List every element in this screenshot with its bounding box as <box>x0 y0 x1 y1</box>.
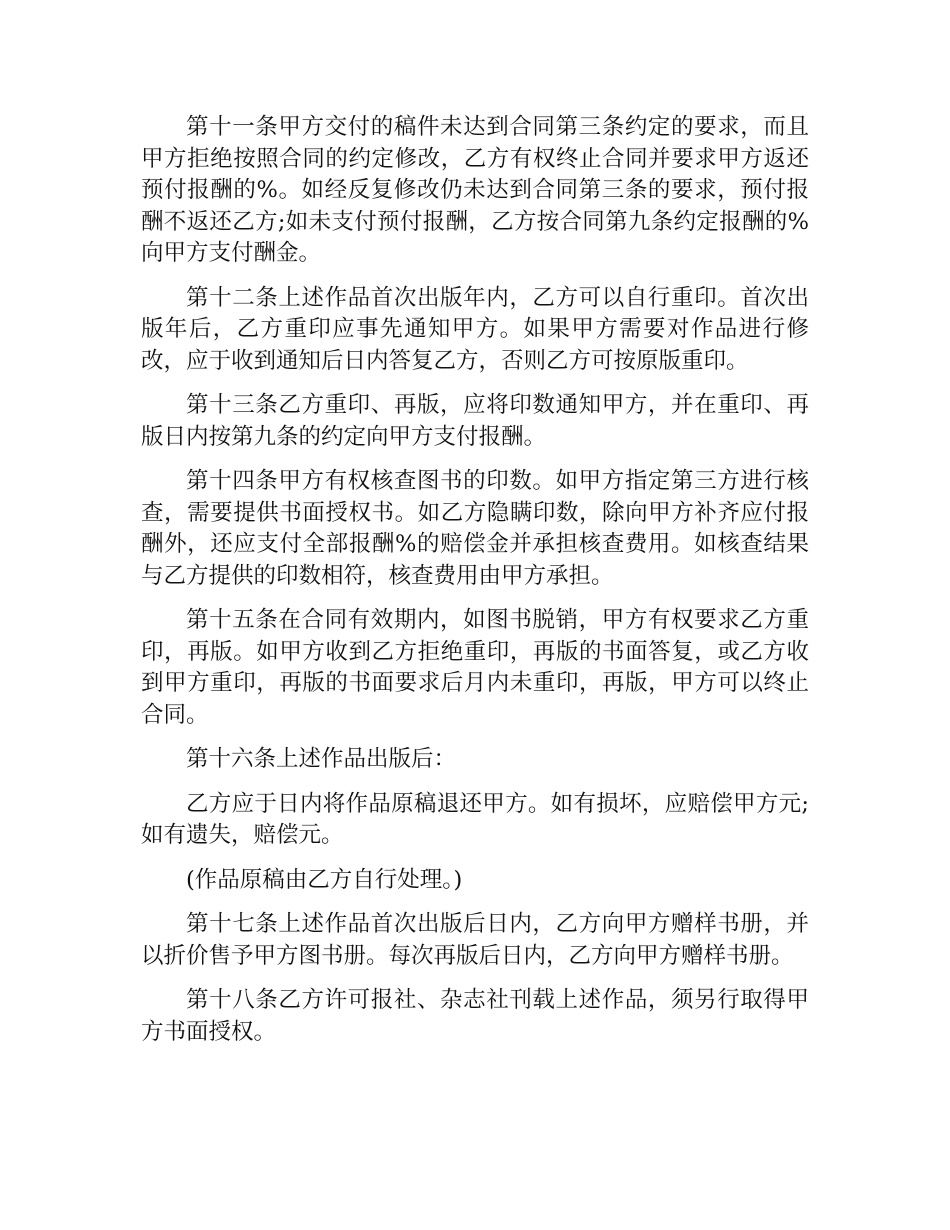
clause-16-note: (作品原稿由乙方自行处理。) <box>186 866 463 893</box>
clause-15: 第十五条在合同有效期内，如图书脱销，甲方有权要求乙方重印，再版。如甲方收到乙方拒绝重印，再版的书面答复，或乙方收到甲方重印，再版的书面要求后月内未重印，再版，甲方可以终止合同。 <box>141 607 809 728</box>
clause-17: 第十七条上述作品首次出版后日内，乙方向甲方赠样书册，并以折价售予甲方图书册。每次再版后日内，乙方向甲方赠样书册。 <box>141 911 809 969</box>
clause-16-item: 乙方应于日内将作品原稿退还甲方。如有损坏，应赔偿甲方元;如有遗失，赔偿元。 <box>141 790 809 848</box>
clause-12: 第十二条上述作品首次出版年内，乙方可以自行重印。首次出版年后，乙方重印应事先通知甲方。如果甲方需要对作品进行修改，应于收到通知后日内答复乙方，否则乙方可按原版重印。 <box>141 284 809 374</box>
clause-13: 第十三条乙方重印、再版，应将印数通知甲方，并在重印、再版日内按第九条的约定向甲方支付报酬。 <box>141 392 809 450</box>
clause-18: 第十八条乙方许可报社、杂志社刊载上述作品，须另行取得甲方书面授权。 <box>141 987 809 1045</box>
clause-16: 第十六条上述作品出版后： <box>186 746 457 772</box>
clause-14: 第十四条甲方有权核查图书的印数。如甲方指定第三方进行核查，需要提供书面授权书。如乙方隐瞒印数，除向甲方补齐应付报酬外，还应支付全部报酬%的赔偿金并承担核查费用。如核查结果与乙方提供的印数相符，核查费用由甲方承担。 <box>141 468 809 589</box>
clause-11: 第十一条甲方交付的稿件未达到合同第三条约定的要求，而且甲方拒绝按照合同的约定修改，乙方有权终止合同并要求甲方返还预付报酬的%。如经反复修改仍未达到合同第三条的要求，预付报酬不返还乙方;如未支付预付报酬，乙方按合同第九条约定报酬的%向甲方支付酬金。 <box>141 114 809 266</box>
document-body <box>141 112 809 1061</box>
